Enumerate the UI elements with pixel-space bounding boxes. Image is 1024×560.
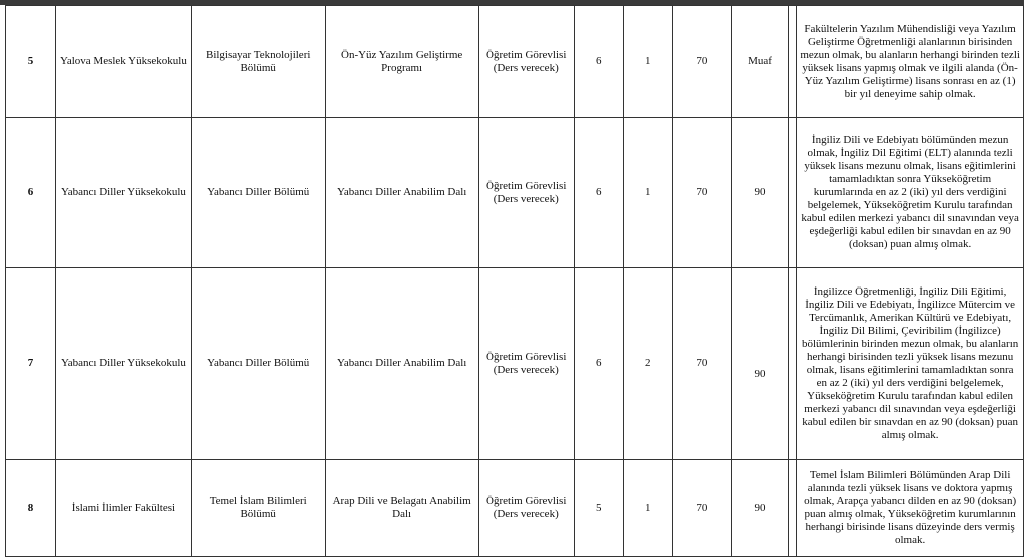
- title-cell: Öğretim Görevlisi (Ders verecek): [478, 460, 574, 557]
- requirements-cell: İngiliz Dili ve Edebiyatı bölümünden mezun olmak, İngiliz Dil Eğitimi (ELT) alanında tezli yüksek lisans mezunu olmak, lisans eğitimlerini tamamladıktan sonra Yükseköğretim kurumlarında en az 2 (iki) yıl ders verdiğini belgelemek, Yükseköğretim Kurulu tarafından kabul edilen merkezi yabancı dil sınavından veya eşdeğerliği kabul edilen bir sınavdan en az 90 (doksan) puan almış olmak.: [797, 118, 1024, 268]
- title-cell: Öğretim Görevlisi (Ders verecek): [478, 6, 574, 118]
- department-cell: Temel İslam Bilimleri Bölümü: [191, 460, 325, 557]
- field-cell: Yabancı Diller Anabilim Dalı: [325, 118, 478, 268]
- score-cell: 70: [672, 6, 731, 118]
- spacer-cell: [789, 6, 797, 118]
- table-row: [6, 268, 1024, 460]
- score-cell: 70: [672, 268, 731, 460]
- unit-cell: Yalova Meslek Yüksekokulu: [56, 6, 192, 118]
- count-cell-1: 6: [574, 6, 623, 118]
- department-cell: Yabancı Diller Bölümü: [191, 118, 325, 268]
- title-cell: Öğretim Görevlisi (Ders verecek): [478, 268, 574, 460]
- requirements-cell: Fakültelerin Yazılım Mühendisliği veya Yazılım Geliştirme Öğretmenliği alanlarının birisinden mezun olmak, bu alanların herhangi birinden tezli yüksek lisans yapmış olmak ve ilgili alanda (Ön-Yüz Yazılım Geliştirme) lisans sonrası en az (1) bir yıl deneyime sahip olmak.: [797, 6, 1024, 118]
- unit-cell: Yabancı Diller Yüksekokulu: [56, 268, 192, 460]
- table-row: [6, 118, 1024, 268]
- language-score-cell: 90: [731, 268, 788, 460]
- department-cell: Yabancı Diller Bölümü: [191, 268, 325, 460]
- table-row: [6, 6, 1024, 118]
- spacer-cell: [789, 460, 797, 557]
- department-cell: Bilgisayar Teknolojileri Bölümü: [191, 6, 325, 118]
- requirements-cell: İngilizce Öğretmenliği, İngiliz Dili Eğitimi, İngiliz Dili ve Edebiyatı, İngilizce Mütercim ve Tercümanlık, Amerikan Kültürü ve Edebiyatı, İngiliz Dil Bilimi, Çeviribilim (İngilizce) bölümlerinin birinden mezun olmak, bu alanların herhangi birisinden tezli yüksek lisans mezunu olmak, lisans eğitimlerini tamamladıktan sonra en az 2 (iki) yıl ders verdiğini belgelemek, Yükseköğretim Kurulu tarafından kabul edilen merkezi yabancı dil sınavından veya eşdeğerliği kabul edilen bir sınavdan en az 90 (doksan) puan almış olmak.: [797, 268, 1024, 460]
- score-cell: 70: [672, 460, 731, 557]
- language-score-cell: 90: [731, 460, 788, 557]
- table-row: [6, 460, 1024, 557]
- count-cell-2: 1: [623, 460, 672, 557]
- language-score-cell: 90: [731, 118, 788, 268]
- spacer-cell: [789, 118, 797, 268]
- row-number: 7: [6, 268, 56, 460]
- unit-cell: İslami İlimler Fakültesi: [56, 460, 192, 557]
- unit-cell: Yabancı Diller Yüksekokulu: [56, 118, 192, 268]
- count-cell-2: 1: [623, 118, 672, 268]
- row-number: 5: [6, 6, 56, 118]
- title-cell: Öğretim Görevlisi (Ders verecek): [478, 118, 574, 268]
- language-score-cell: Muaf: [731, 6, 788, 118]
- positions-table: [5, 5, 1024, 557]
- count-cell-2: 2: [623, 268, 672, 460]
- count-cell-1: 5: [574, 460, 623, 557]
- requirements-cell: Temel İslam Bilimleri Bölümünden Arap Dili alanında tezli yüksek lisans ve doktora yapmış olmak, Arapça yabancı dilden en az 90 (doksan) puan almış olmak, Yükseköğretim kurumlarının herhangi birisinde lisans düzeyinde ders vermiş olmak.: [797, 460, 1024, 557]
- row-number: 8: [6, 460, 56, 557]
- field-cell: Ön-Yüz Yazılım Geliştirme Programı: [325, 6, 478, 118]
- field-cell: Arap Dili ve Belagatı Anabilim Dalı: [325, 460, 478, 557]
- field-cell: Yabancı Diller Anabilim Dalı: [325, 268, 478, 460]
- row-number: 6: [6, 118, 56, 268]
- count-cell-1: 6: [574, 118, 623, 268]
- count-cell-1: 6: [574, 268, 623, 460]
- score-cell: 70: [672, 118, 731, 268]
- spacer-cell: [789, 268, 797, 460]
- count-cell-2: 1: [623, 6, 672, 118]
